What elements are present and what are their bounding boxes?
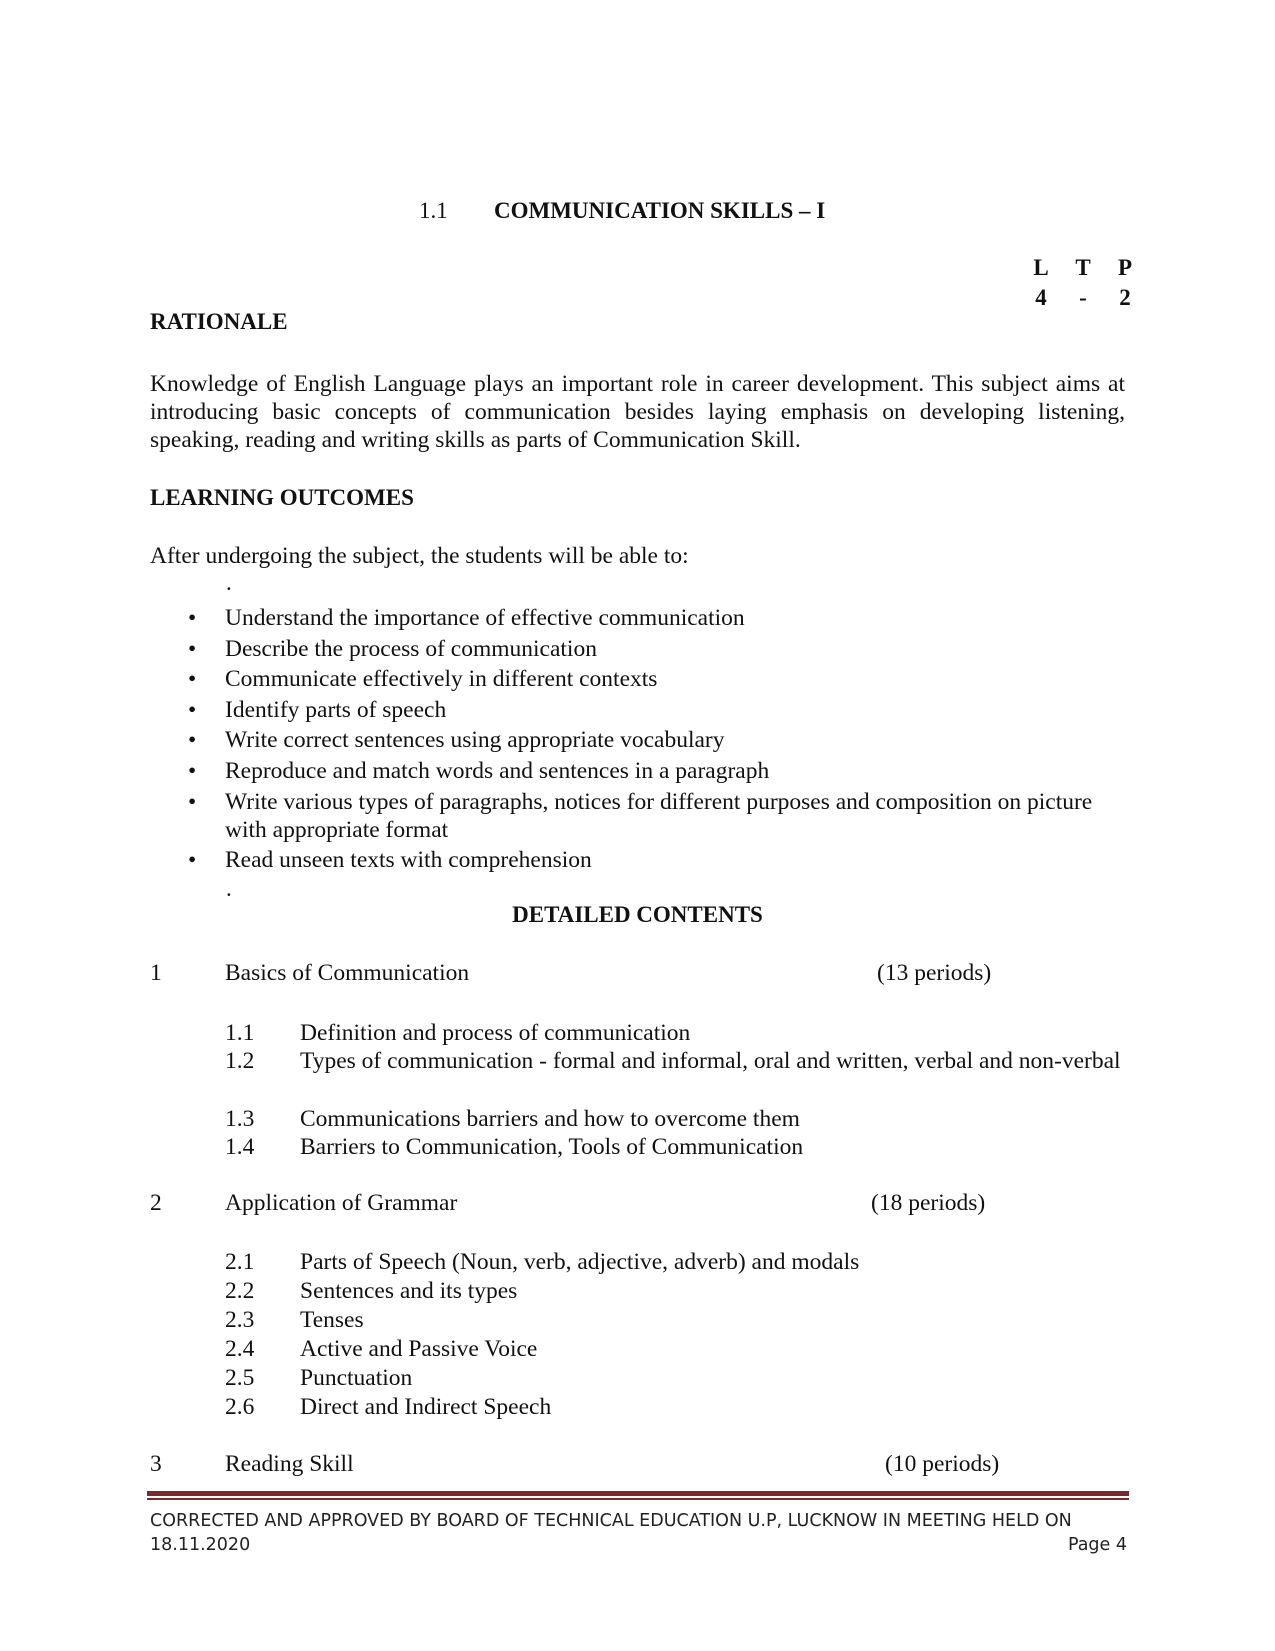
list-item: • Understand the importance of effective communication: [188, 605, 745, 631]
section-number: 3: [150, 1451, 162, 1477]
learning-outcomes-intro: After undergoing the subject, the students will be able to:: [150, 543, 689, 569]
bullet-icon: •: [188, 635, 197, 662]
section-number: 1: [150, 960, 162, 986]
ltp-header-t: T: [1075, 255, 1091, 280]
list-item: • Describe the process of communication: [188, 635, 597, 662]
learning-outcomes-heading: LEARNING OUTCOMES: [150, 485, 414, 510]
section-title: Application of Grammar: [225, 1190, 458, 1216]
footer-page-number: Page 4: [1067, 1535, 1127, 1555]
list-item: • Read unseen texts with comprehension: [188, 847, 592, 874]
section-2-periods: (18 periods): [871, 1190, 986, 1216]
list-item: • Write various types of paragraphs, notices for different purposes and composition on picture with appropriate format: [188, 788, 1093, 843]
ltp-headers: [1020, 255, 1146, 281]
subtopic-2-5: 2.5 Punctuation: [225, 1365, 413, 1391]
subtopic-1-4: 1.4 Barriers to Communication, Tools of Communication: [225, 1134, 804, 1160]
leading-dot: .: [226, 570, 232, 595]
footer-rule-thin: [147, 1498, 1129, 1500]
ltp-header-l: L: [1033, 255, 1049, 280]
subtopic-1-2: 1.2 Types of communication - formal and informal, oral and written, verbal and non-verbal: [225, 1048, 1121, 1074]
detailed-contents-heading: DETAILED CONTENTS: [512, 902, 763, 927]
ltp-header-p: P: [1117, 255, 1133, 280]
subtopic-1-3: 1.3 Communications barriers and how to overcome them: [225, 1106, 800, 1132]
bullet-icon: •: [188, 696, 197, 723]
ltp-value-p: 2: [1119, 285, 1131, 310]
subject-title: COMMUNICATION SKILLS – I: [494, 198, 826, 223]
subject-number: 1.1: [419, 198, 448, 223]
subtopic-2-3: 2.3 Tenses: [225, 1307, 364, 1333]
section-title: Reading Skill: [225, 1451, 354, 1477]
bullet-icon: •: [188, 666, 197, 693]
subtopic-2-4: 2.4 Active and Passive Voice: [225, 1336, 538, 1362]
footer-rule-thick: [147, 1491, 1129, 1496]
rationale-text: Knowledge of English Language plays an important role in career development. This subject aims at introducing basic concepts of communication besides laying emphasis on developing listening, speaking, reading and writing skills as parts of Communication Skill.: [150, 371, 1125, 453]
list-item: • Communicate effectively in different contexts: [188, 666, 658, 693]
ltp-value-t: -: [1079, 285, 1087, 310]
section-1-periods: (13 periods): [877, 960, 992, 986]
bullet-icon: •: [188, 788, 197, 815]
section-3-periods: (10 periods): [885, 1451, 1000, 1477]
ltp-values: [1020, 285, 1146, 311]
section-number: 2: [150, 1190, 162, 1216]
ltp-value-l: 4: [1035, 285, 1047, 310]
footer-date: 18.11.2020: [150, 1535, 251, 1555]
section-title: Basics of Communication: [225, 960, 470, 986]
learning-outcomes-list: [150, 604, 1130, 877]
list-item: • Write correct sentences using appropriate vocabulary: [188, 727, 725, 754]
subtopic-1-1: 1.1 Definition and process of communication: [225, 1020, 691, 1046]
footer-approval-text: CORRECTED AND APPROVED BY BOARD OF TECHNICAL EDUCATION U.P, LUCKNOW IN MEETING HELD ON: [150, 1511, 1072, 1531]
subtopic-2-2: 2.2 Sentences and its types: [225, 1278, 518, 1304]
bullet-icon: •: [188, 727, 197, 754]
list-item: • Identify parts of speech: [188, 696, 447, 723]
subtopic-2-1: 2.1 Parts of Speech (Noun, verb, adjective, adverb) and modals: [225, 1249, 860, 1275]
list-item: • Reproduce and match words and sentences in a paragraph: [188, 757, 770, 784]
bullet-icon: •: [188, 847, 197, 874]
subtopic-2-6: 2.6 Direct and Indirect Speech: [225, 1394, 552, 1420]
trailing-dot: .: [226, 876, 232, 901]
bullet-icon: •: [188, 605, 197, 631]
bullet-icon: •: [188, 757, 197, 784]
rationale-heading: RATIONALE: [150, 309, 288, 334]
